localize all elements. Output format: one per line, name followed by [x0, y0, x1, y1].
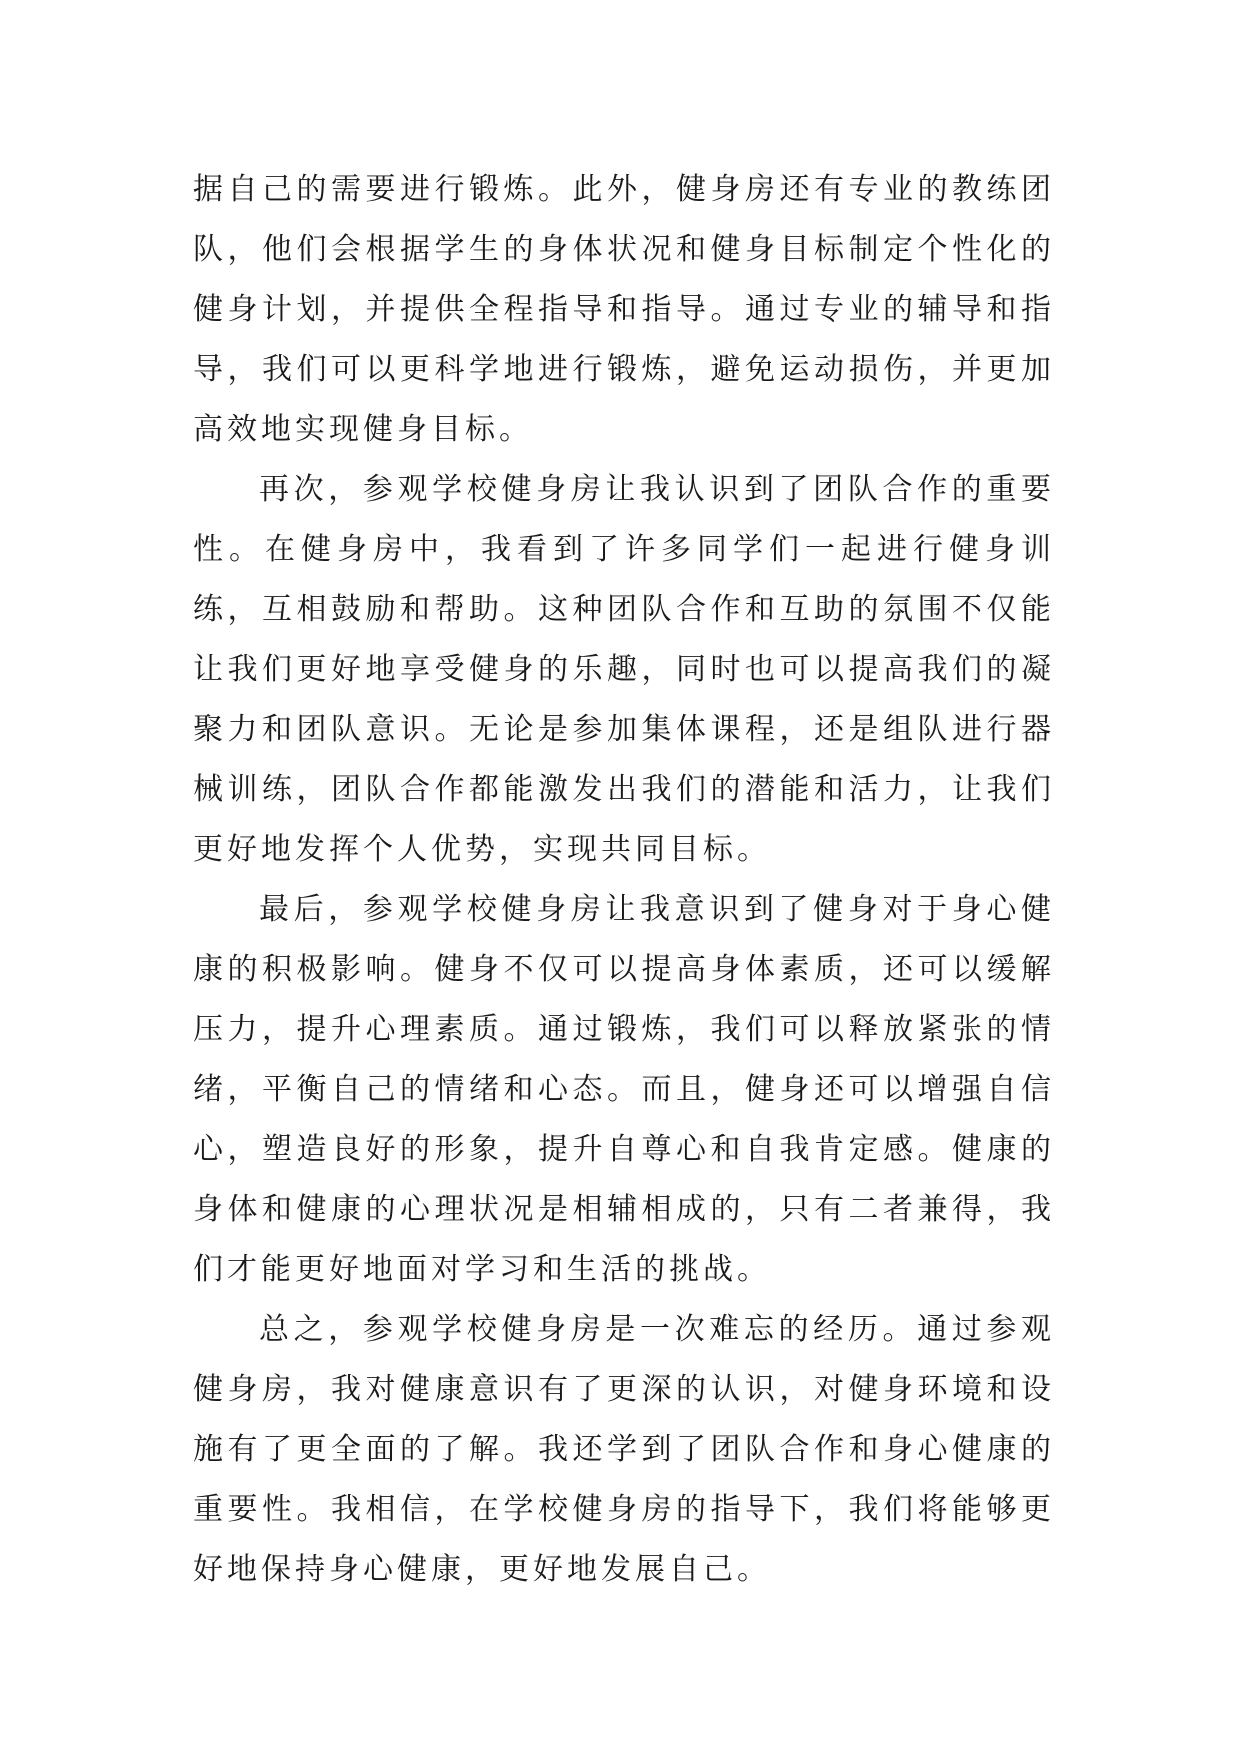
paragraph-conclusion: 总之，参观学校健身房是一次难忘的经历。通过参观健身房，我对健康意识有了更深的认识，对健身环境和设施有了更全面的了解。我还学到了团队合作和身心健康的重要性。我相信，在学校健身房的指导下，我们将能够更好地保持身心健康，更好地发展自己。 [193, 1312, 1055, 1587]
paragraph-continued: 据自己的需要进行锻炼。此外，健身房还有专业的教练团队，他们会根据学生的身体状况和健身目标制定个性化的健身计划，并提供全程指导和指导。通过专业的辅导和指导，我们可以更科学地进行锻炼，避免运动损伤，并更加高效地实现健身目标。 [193, 172, 1055, 447]
paragraph-teamwork: 再次，参观学校健身房让我认识到了团队合作的重要性。在健身房中，我看到了许多同学们一起进行健身训练，互相鼓励和帮助。这种团队合作和互助的氛围不仅能让我们更好地享受健身的乐趣，同时也可以提高我们的凝聚力和团队意识。无论是参加集体课程，还是组队进行器械训练，团队合作都能激发出我们的潜能和活力，让我们更好地发挥个人优势，实现共同目标。 [193, 472, 1055, 867]
paragraph-mental-health: 最后，参观学校健身房让我意识到了健身对于身心健康的积极影响。健身不仅可以提高身体素质，还可以缓解压力，提升心理素质。通过锻炼，我们可以释放紧张的情绪，平衡自己的情绪和心态。而且，健身还可以增强自信心，塑造良好的形象，提升自尊心和自我肯定感。健康的身体和健康的心理状况是相辅相成的，只有二者兼得，我们才能更好地面对学习和生活的挑战。 [193, 892, 1055, 1287]
document-body [193, 160, 1055, 1600]
